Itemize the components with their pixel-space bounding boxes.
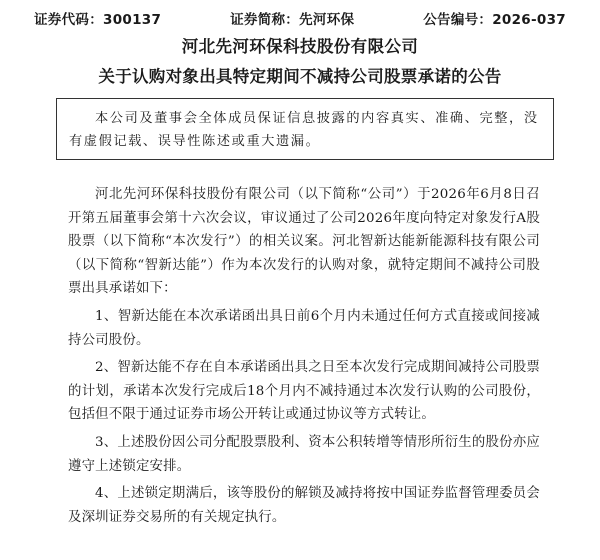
company-title: 河北先河环保科技股份有限公司	[181, 37, 419, 56]
announcement-header	[34, 8, 566, 28]
title-block	[0, 36, 600, 88]
disclosure-notice-box	[56, 98, 554, 160]
body-paragraph-intro: 河北先河环保科技股份有限公司（以下简称“公司”）于2026年6月8日召开第五届董事会第十六次会议，审议通过了公司2026年度向特定对象发行A股股票（以下简称“本次发行”）的相关议案。河北智新达能新能源科技有限公司（以下简称“智新达能”）作为本次发行的认购对象，就特定期间不减持公司股票出具承诺如下：	[68, 187, 540, 297]
stock-code: 证券代码：300137	[34, 12, 162, 28]
body-paragraph-commitment-3: 3、上述股份因公司分配股票股利、资本公积转增等情形所衍生的股份亦应遵守上述锁定安排。	[68, 434, 540, 474]
announcement-number: 公告编号：2026-037	[423, 12, 566, 28]
disclosure-notice-text: 本公司及董事会全体成员保证信息披露的内容真实、准确、完整，没有虚假记载、误导性陈述或重大遗漏。	[69, 111, 539, 149]
stock-short-name: 证券简称：先河环保	[230, 12, 355, 28]
body-paragraph-commitment-4: 4、上述锁定期满后，该等股份的解锁及减持将按中国证券监督管理委员会及深圳证券交易所的有关规定执行。	[68, 486, 540, 525]
body-paragraph-commitment-2: 2、智新达能不存在自本承诺函出具之日至本次发行完成期间减持公司股票的计划，承诺本次发行完成后18个月内不减持通过本次发行认购的公司股份，包括但不限于通过证券市场公开转让或通过协议等方式转让。	[68, 360, 540, 423]
announcement-title: 关于认购对象出具特定期间不减持公司股票承诺的公告	[98, 67, 502, 86]
body-paragraph-commitment-1: 1、智新达能在本次承诺函出具日前6个月内未通过任何方式直接或间接减持公司股份。	[68, 308, 540, 348]
announcement-body	[68, 183, 540, 529]
